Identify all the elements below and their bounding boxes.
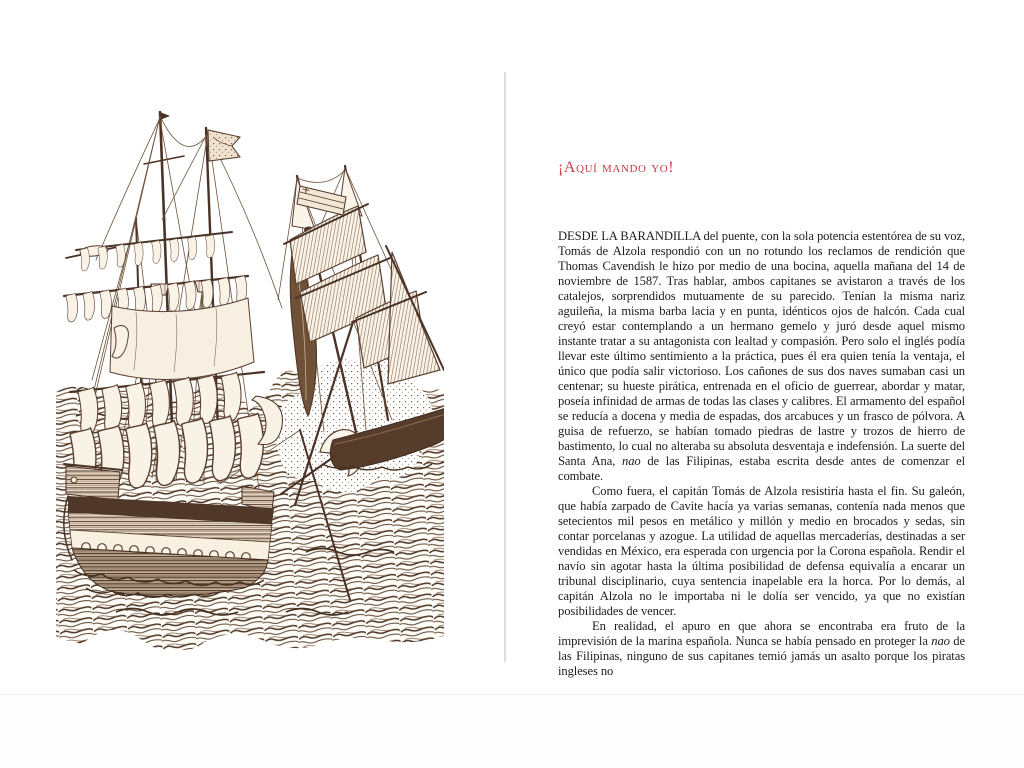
page-divider <box>504 72 506 662</box>
paragraph: DESDE LA BARANDILLA del puente, con la sola potencia estentórea de su voz, Tomás de Alzola respondió con un no rotundo los reclamos de rendición que Thomas Cavendish le hizo por medio de una bocina, aquella mañana del 14 de noviembre de 1587. Tras hablar, ambos capitanes se avistaron a través de los catalejos, sorprendidos mutuamente de su parecido. Tenían la misma nariz aguileña, la misma barba lacia y en punta, idénticos ojos de halcón. Cada cual creyó estar contemplando a un hermano gemelo y juró desde aquel mismo instante tratar a su antagonista con lealtad y compasión. Pero solo el inglés podía llevar este último sentimiento a la práctica, pues él era quien tenía la ventaja, el único que podía salir victorioso. Los cañones de sus dos naves sumaban casi un centenar; su hueste pirática, entrenada en el oficio de guerrear, abordar y matar, poseía infinidad de armas de todas las clases y calibres. El armamento del español se reducía a docena y media de espadas, dos arcabuces y un frasco de pólvora. A guisa de refuerzo, se habían tomado piedras de lastre y trozos de hierro de bastimento, lo cual no alteraba su absoluta desventaja e indefensión. La suerte del Santa Ana, nao de las Filipinas, estaba escrita desde antes de comenzar el combate. <box>558 229 965 483</box>
paragraph: En realidad, el apuro en que ahora se encontraba era fruto de la imprevisión de la marina española. Nunca se había pensado en proteger la nao de las Filipinas, ninguno de sus capitanes temió jamás un asalto porque los piratas ingleses no <box>558 619 965 678</box>
bottom-strip <box>0 694 1024 768</box>
left-ship-flag <box>208 130 240 161</box>
paragraph: Como fuera, el capitán Tomás de Alzola resistiría hasta el fin. Su galeón, que había zarpado de Cavite hacía ya varias semanas, contenía nada menos que setecientos mil pesos en metálico y millón y medio en brocados y sedas, sin contar porcelanas y azogue. La utilidad de aquellas mercaderías, destinadas a ser vendidas en México, era esperada con urgencia por la Corona española. Rendir el navío sin agotar hasta la última posibilidad de defensa equivalía a encarar un tribunal disciplinario, cuya sentencia inapelable era la horca. Por lo demás, al capitán Alzola no le importaba ni le dolía ser vencido, ya que no existían posibilidades de vencer. <box>558 484 965 618</box>
ship-battle-illustration <box>56 100 444 650</box>
chapter-body <box>558 229 965 679</box>
chapter-title: ¡Aquí mando yo! <box>558 159 675 176</box>
